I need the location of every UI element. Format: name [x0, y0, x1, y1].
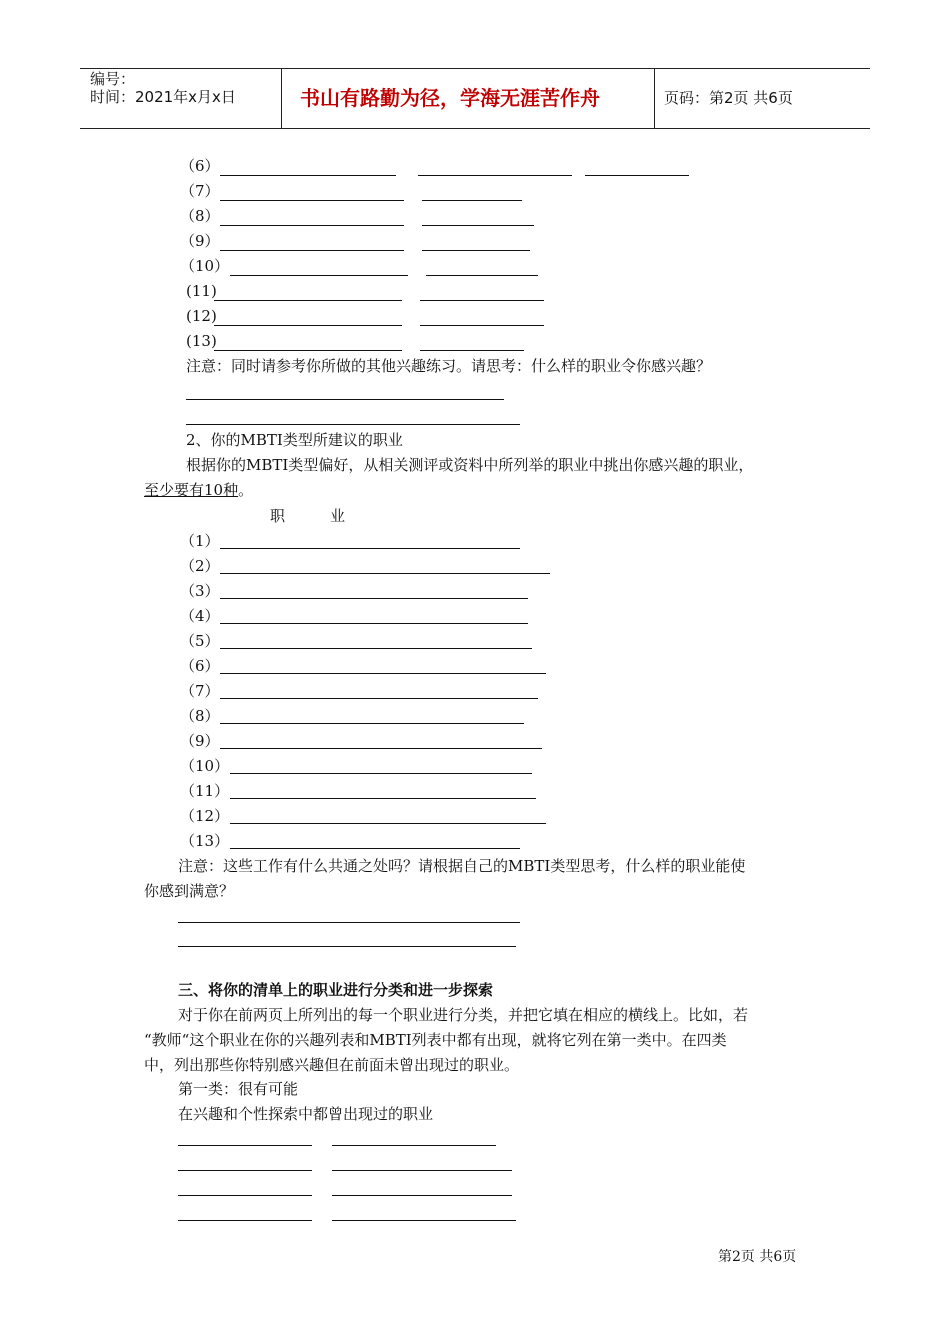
interest-note: 注意：同时请参考你所做的其他兴趣练习。请思考：什么样的职业令你感兴趣？ — [186, 357, 712, 375]
section-heading: 三、将你的清单上的职业进行分类和进一步探索 — [178, 981, 494, 999]
blank-line[interactable] — [426, 275, 538, 276]
header-motto: 书山有路勤为径，学海无涯苦作舟 — [300, 86, 600, 110]
section-paragraph: 对于你在前两页上所列出的每一个职业进行分类，并把它填在相应的横线上。比如，若 — [178, 1006, 749, 1024]
category-description: 在兴趣和个性探索中都曾出现过的职业 — [178, 1105, 434, 1123]
list-item-label: （9） — [180, 732, 220, 750]
blank-line[interactable] — [422, 200, 522, 201]
list-item-label: （7） — [180, 682, 220, 700]
column-header-2: 业 — [330, 507, 346, 525]
list-item-label: （10） — [180, 757, 230, 775]
blank-line[interactable] — [420, 300, 544, 301]
doc-code-label: 编号： — [90, 70, 136, 88]
list-item-label: （6） — [180, 157, 220, 175]
blank-line[interactable] — [214, 300, 402, 301]
blank-line[interactable] — [332, 1220, 516, 1221]
blank-line[interactable] — [418, 175, 572, 176]
list-item-label: （12） — [180, 807, 230, 825]
list-item-label: （4） — [180, 607, 220, 625]
list-item-label: （7） — [180, 182, 220, 200]
blank-line[interactable] — [214, 350, 402, 351]
section-heading: 2、你的MBTI类型所建议的职业 — [186, 431, 403, 449]
blank-line[interactable] — [178, 1145, 312, 1146]
blank-line[interactable] — [220, 648, 532, 649]
blank-line[interactable] — [585, 175, 689, 176]
blank-line[interactable] — [214, 325, 402, 326]
footer-page-number: 第2页 共6页 — [718, 1249, 797, 1265]
blank-line[interactable] — [332, 1145, 496, 1146]
answer-line[interactable] — [178, 946, 516, 947]
list-item-label: （8） — [180, 207, 220, 225]
blank-line[interactable] — [332, 1195, 512, 1196]
blank-line[interactable] — [422, 225, 534, 226]
section-paragraph-cont — [144, 483, 253, 498]
header-page-number: 页码：第2页 共6页 — [664, 89, 793, 107]
blank-line[interactable] — [220, 548, 520, 549]
answer-line[interactable] — [178, 922, 520, 923]
header-divider-2 — [654, 68, 655, 129]
answer-line[interactable] — [186, 424, 520, 425]
list-item-label: （10） — [180, 257, 230, 275]
list-item-label: （3） — [180, 582, 220, 600]
mbti-note: 注意：这些工作有什么共通之处吗？请根据自己的MBTI类型思考，什么样的职业能使 — [178, 857, 746, 875]
blank-line[interactable] — [420, 325, 544, 326]
answer-line[interactable] — [186, 399, 504, 400]
list-item-label: (11) — [186, 282, 217, 300]
blank-line[interactable] — [220, 175, 396, 176]
list-item-label: （1） — [180, 532, 220, 550]
blank-line[interactable] — [422, 250, 530, 251]
blank-line[interactable] — [220, 250, 404, 251]
blank-line[interactable] — [230, 848, 520, 849]
sentence-end: 。 — [238, 481, 254, 499]
min-count-requirement: 至少要有10种 — [144, 481, 239, 499]
blank-line[interactable] — [220, 673, 546, 674]
blank-line[interactable] — [220, 573, 550, 574]
blank-line[interactable] — [220, 698, 538, 699]
blank-line[interactable] — [178, 1195, 312, 1196]
list-item-label: （9） — [180, 232, 220, 250]
list-item-label: (12) — [186, 307, 217, 325]
list-item-label: (13) — [186, 332, 217, 350]
mbti-note-cont: 你感到满意？ — [144, 882, 235, 900]
blank-line[interactable] — [220, 623, 528, 624]
header-divider-1 — [281, 68, 282, 129]
list-item-label: （5） — [180, 632, 220, 650]
blank-line[interactable] — [230, 275, 408, 276]
blank-line[interactable] — [332, 1170, 512, 1171]
blank-line[interactable] — [220, 723, 524, 724]
section-paragraph-cont: “教师“这个职业在你的兴趣列表和MBTI列表中都有出现，就将它列在第一类中。在四类 — [144, 1031, 727, 1049]
list-item-label: （11） — [180, 782, 230, 800]
list-item-label: （8） — [180, 707, 220, 725]
header-bottom-border — [80, 128, 870, 129]
doc-time-label: 时间：2021年x月x日 — [90, 88, 236, 106]
header-top-border — [80, 68, 870, 69]
blank-line[interactable] — [220, 598, 528, 599]
blank-line[interactable] — [420, 350, 524, 351]
list-item-label: （2） — [180, 557, 220, 575]
section-paragraph-cont: 中，列出那些你特别感兴趣但在前面未曾出现过的职业。 — [144, 1056, 520, 1074]
blank-line[interactable] — [178, 1220, 312, 1221]
blank-line[interactable] — [220, 748, 542, 749]
blank-line[interactable] — [178, 1170, 312, 1171]
section-paragraph: 根据你的MBTI类型偏好，从相关测评或资料中所列举的职业中挑出你感兴趣的职业， — [186, 456, 754, 474]
blank-line[interactable] — [230, 798, 536, 799]
category-title: 第一类：很有可能 — [178, 1080, 299, 1098]
list-item-label: （13） — [180, 832, 230, 850]
column-header-1: 职 — [270, 507, 286, 525]
blank-line[interactable] — [220, 225, 404, 226]
blank-line[interactable] — [230, 823, 546, 824]
blank-line[interactable] — [220, 200, 404, 201]
blank-line[interactable] — [230, 773, 532, 774]
list-item-label: （6） — [180, 657, 220, 675]
